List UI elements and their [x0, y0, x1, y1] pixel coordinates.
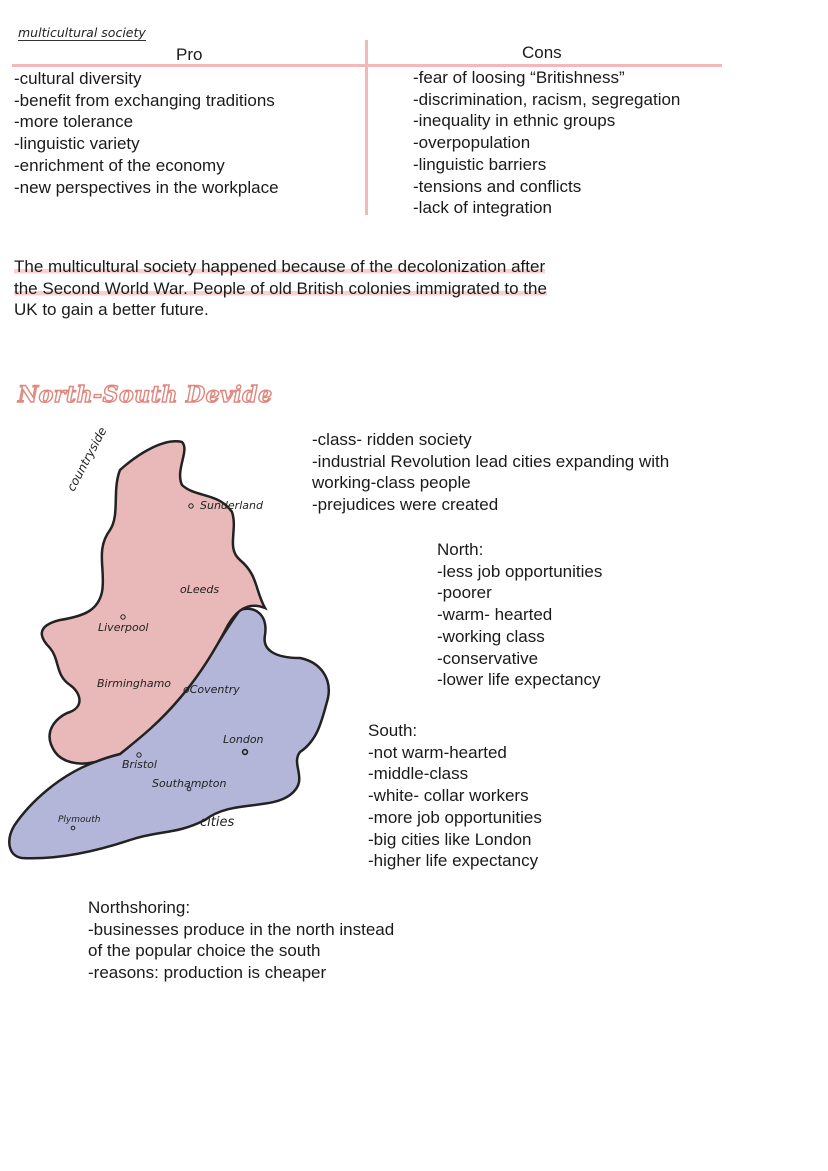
england-map — [0, 430, 350, 870]
list-item: -conservative — [437, 648, 539, 668]
list-item: -enrichment of the economy — [14, 155, 225, 175]
list-item: -industrial Revolution lead cities expanding with — [312, 451, 670, 471]
list-item: -middle-class — [368, 764, 469, 784]
list-item: -big cities like London — [368, 829, 532, 849]
city-label-sunderland: Sunderland — [200, 499, 263, 512]
decolonization-paragraph — [14, 256, 547, 321]
list-item: -more tolerance — [14, 112, 134, 132]
pro-header: Pro — [176, 45, 203, 64]
leeds-name: Leeds — [186, 583, 220, 596]
class-notes — [312, 429, 669, 516]
paragraph-line: UK to gain a better future. — [14, 300, 209, 320]
city-label-liverpool: Liverpool — [98, 621, 149, 634]
list-item: -less job opportunities — [437, 561, 603, 581]
list-item: -linguistic barriers — [413, 154, 547, 174]
city-label-plymouth: Plymouth — [58, 815, 101, 825]
cities-label: cities — [200, 815, 235, 830]
list-item: -white- collar workers — [368, 786, 529, 806]
coventry-name: Coventry — [189, 683, 240, 696]
northshoring-heading: Northshoring: — [88, 898, 191, 917]
list-item: -discrimination, racism, segregation — [413, 89, 681, 109]
list-item: -warm- hearted — [437, 605, 553, 625]
list-item: -working class — [437, 626, 545, 646]
list-item: -reasons: production is cheaper — [88, 963, 327, 983]
list-item: -inequality in ethnic groups — [413, 111, 616, 131]
list-item: -fear of loosing “Britishness” — [413, 68, 625, 87]
list-item: -not warm-hearted — [368, 742, 507, 762]
city-label-birmingham: Birminghamo — [97, 677, 172, 690]
city-label-southampton: Southampton — [152, 777, 227, 790]
list-item: -tensions and conflicts — [413, 176, 582, 196]
list-item: of the popular choice the south — [88, 941, 321, 961]
northshoring-notes — [88, 897, 394, 984]
birmingham-name: Birmingham — [97, 677, 165, 690]
cons-header: Cons — [522, 43, 562, 62]
list-item: -more job opportunities — [368, 807, 542, 827]
pros-list — [14, 68, 279, 198]
list-item: -higher life expectancy — [368, 851, 539, 871]
list-item: -lack of integration — [413, 198, 552, 218]
list-item: -prejudices were created — [312, 495, 499, 515]
list-item: -new perspectives in the workplace — [14, 177, 279, 197]
list-item: -businesses produce in the north instead — [88, 919, 395, 939]
south-list — [368, 720, 542, 872]
list-item: -cultural diversity — [14, 69, 142, 88]
countryside-label: countryside — [64, 424, 110, 494]
city-label-bristol: Bristol — [122, 758, 157, 771]
list-item: -benefit from exchanging traditions — [14, 90, 275, 110]
paragraph-line: the Second World War. People of old British colonies immigrated to the — [14, 278, 547, 298]
city-label-leeds: oLeeds — [180, 583, 220, 596]
table-vertical-rule — [365, 40, 368, 215]
list-item: -overpopulation — [413, 133, 531, 153]
list-item: -class- ridden society — [312, 430, 472, 449]
paragraph-line: The multicultural society happened because of the decolonization after — [14, 257, 546, 276]
city-label-coventry: oCoventry — [183, 683, 240, 696]
south-heading: South: — [368, 721, 418, 740]
city-label-london: London — [223, 733, 264, 746]
list-item: -lower life expectancy — [437, 670, 601, 690]
list-item: -poorer — [437, 583, 492, 603]
north-heading: North: — [437, 540, 484, 559]
north-list — [437, 539, 602, 691]
list-item: -linguistic variety — [14, 134, 140, 154]
cons-list — [413, 67, 680, 219]
page-title: multicultural society — [18, 25, 146, 40]
list-item: working-class people — [312, 473, 471, 493]
section-title: North-South Devide — [18, 382, 273, 408]
